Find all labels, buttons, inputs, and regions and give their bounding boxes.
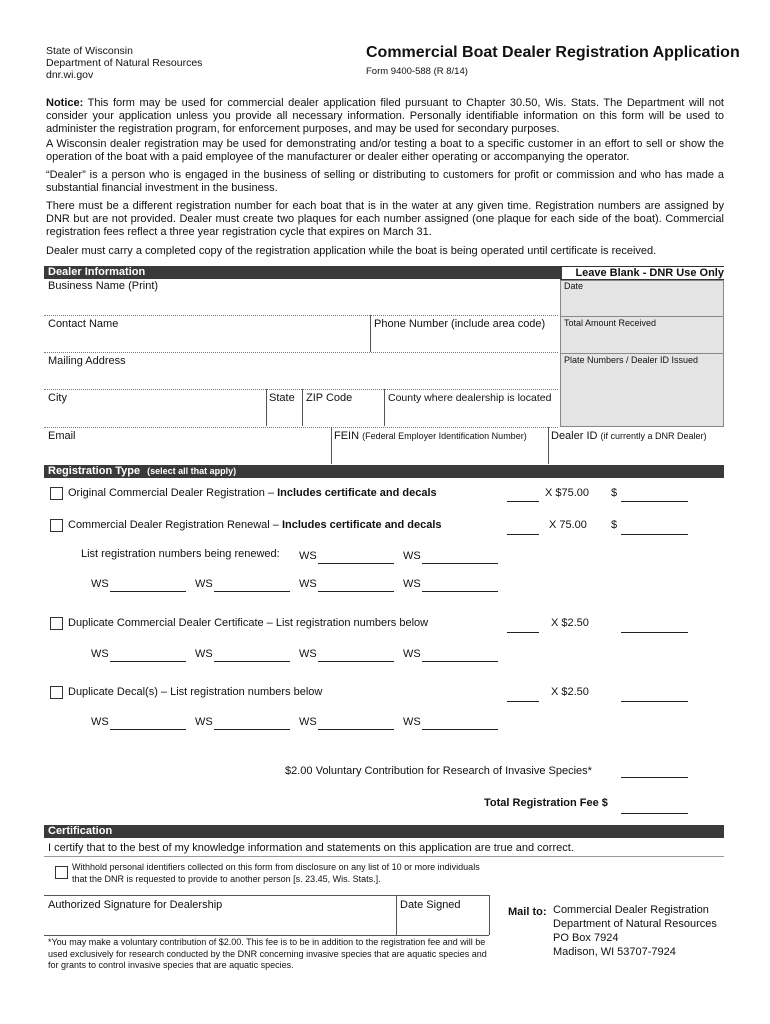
ws-prefix: WS [403,716,421,728]
county-label: County where dealership is located [388,392,552,404]
registration-type-note: (select all that apply) [147,466,237,476]
intro-paragraph-2: “Dealer” is a person who is engaged in the business of selling or distributing to customers for profit or commission and who has made a substantial financial investment in the business. [46,169,724,194]
notice-paragraph [46,97,724,136]
zip-label: ZIP Code [306,392,353,404]
date-signed-field[interactable] [398,913,488,933]
date-signed-label: Date Signed [400,899,461,911]
duplicate-decals-label: Duplicate Decal(s) – List registration numbers below [68,686,323,698]
business-name-label: Business Name (Print) [48,280,159,292]
original-dollar-sign: $ [611,487,618,499]
ws-number-field[interactable] [422,729,498,730]
mail-to-address [553,903,717,959]
ws-number-field[interactable] [214,591,290,592]
contribution-label: $2.00 Voluntary Contribution for Research of Invasive Species* [285,765,592,777]
ws-prefix: WS [91,648,109,660]
ws-number-field[interactable] [318,591,394,592]
duplicate-certificate-checkbox[interactable] [50,617,63,630]
renewal-dollar-sign: $ [611,519,618,531]
phone-field[interactable] [372,332,556,352]
ws-prefix: WS [403,550,421,562]
duplicate-decals-price: X $2.50 [551,686,589,698]
dnr-date-label: Date [564,281,584,291]
certification-header: Certification [44,825,724,838]
ws-prefix: WS [195,648,213,660]
withhold-identifiers-text: Withhold personal identifiers collected on this form from disclosure on any list of 10 or more individuals that the DNR is requested to provide to another person [s. 23.45, Wis. Stats.]. [72,862,480,884]
original-registration-bold: Includes certificate and decals [277,487,437,499]
fein-label-text: FEIN [334,430,360,442]
city-label: City [48,392,67,404]
ws-number-field[interactable] [318,729,394,730]
original-amount-field[interactable] [621,501,688,502]
email-label: Email [48,430,76,442]
renewal-price: X 75.00 [549,519,587,531]
fein-field[interactable] [332,444,546,464]
certify-statement: I certify that to the best of my knowledge information and statements on this application are true and correct. [48,842,574,854]
contribution-amount-field[interactable] [621,777,688,778]
fein-note: (Federal Employer Identification Number) [362,431,527,441]
ws-number-field[interactable] [422,591,498,592]
registration-type-title: Registration Type [48,465,141,477]
duplicate-decals-qty-field[interactable] [507,701,539,702]
total-fee-label: Total Registration Fee $ [484,797,608,809]
ws-number-field[interactable] [110,729,186,730]
form-number: Form 9400-588 (R 8/14) [366,66,468,77]
original-registration-label [68,487,437,499]
mail-to-label: Mail to: [508,906,547,918]
ws-prefix: WS [299,550,317,562]
mail-to-line1: Commercial Dealer Registration [553,904,709,916]
agency-state: State of Wisconsin [46,45,133,57]
dealer-info-header: Dealer Information [44,266,562,279]
ws-number-field[interactable] [422,563,498,564]
renewal-registration-text: Commercial Dealer Registration Renewal – [68,519,282,531]
ws-prefix: WS [195,716,213,728]
ws-number-field[interactable] [318,661,394,662]
renewal-registration-label [68,519,442,531]
renewal-registration-bold: Includes certificate and decals [281,519,442,531]
ws-number-field[interactable] [318,563,394,564]
business-name-field[interactable] [44,294,556,314]
withhold-identifiers-checkbox[interactable] [55,866,68,879]
duplicate-certificate-amount-field[interactable] [621,632,688,633]
ws-number-field[interactable] [110,661,186,662]
ws-number-field[interactable] [214,661,290,662]
dnr-total-label: Total Amount Received [564,318,657,328]
duplicate-decals-amount-field[interactable] [621,701,688,702]
notice-text: This form may be used for commercial dealer application filed pursuant to Chapter 30.50, Wis. Stats. The Department will not consider your application unless you provide all necessary information. Personally identifiable information on this form will be used to administer the registration program, for enforcement purposes, and may be used for secondary purposes. [46,97,724,135]
signature-field[interactable] [44,913,394,933]
ws-prefix: WS [403,578,421,590]
ws-prefix: WS [299,648,317,660]
form-title: Commercial Boat Dealer Registration Application [366,44,740,61]
duplicate-decals-checkbox[interactable] [50,686,63,699]
ws-prefix: WS [91,578,109,590]
dnr-use-header: Leave Blank - DNR Use Only [560,266,724,280]
city-field[interactable] [44,406,264,426]
county-field[interactable] [385,406,556,426]
renewal-amount-field[interactable] [621,534,688,535]
dealer-id-note: (if currently a DNR Dealer) [600,431,707,441]
mail-to-line4: Madison, WI 53707-7924 [553,946,676,958]
dealer-id-label [551,430,707,442]
contact-name-field[interactable] [44,332,368,352]
contact-name-label: Contact Name [48,318,119,330]
total-fee-field[interactable] [621,813,688,814]
agency-block [46,45,202,81]
ws-prefix: WS [91,716,109,728]
original-qty-field[interactable] [507,501,539,502]
agency-department: Department of Natural Resources [46,57,203,69]
renewal-list-label: List registration numbers being renewed: [81,548,280,560]
email-field[interactable] [44,444,328,464]
ws-number-field[interactable] [422,661,498,662]
ws-number-field[interactable] [214,729,290,730]
renewal-registration-checkbox[interactable] [50,519,63,532]
renewal-qty-field[interactable] [507,534,539,535]
ws-prefix: WS [195,578,213,590]
intro-paragraph-4: Dealer must carry a completed copy of the registration application while the boat is being operated until certificate is received. [46,245,657,257]
dealer-id-field[interactable] [549,444,724,464]
agency-website: dnr.wi.gov [46,69,94,81]
mail-to-line3: PO Box 7924 [553,932,619,944]
phone-label: Phone Number (include area code) [374,318,546,330]
intro-paragraph-3: There must be a different registration number for each boat that is in the water at any given time. Registration numbers are assigned by DNR but are not provided. Dealer must create two plaques for each number assigned (one plaque for each side of the boat). Commercial registration fees reflect a three year registration cycle that expires on March 31. [46,200,724,238]
ws-prefix: WS [299,578,317,590]
duplicate-certificate-label: Duplicate Commercial Dealer Certificate – List registration numbers below [68,617,429,629]
signature-label: Authorized Signature for Dealership [48,899,223,911]
ws-prefix: WS [299,716,317,728]
state-field[interactable] [267,406,301,426]
state-label: State [269,392,295,404]
dealer-id-label-text: Dealer ID [551,430,598,442]
mailing-address-label: Mailing Address [48,355,126,367]
duplicate-certificate-qty-field[interactable] [507,632,539,633]
intro-paragraph-1: A Wisconsin dealer registration may be used for demonstrating and/or testing a boat to a specific customer in an effort to sell or show the operation of the boat with a paid employee of the manufacturer or dealer either operating or accompanying the operator. [46,138,724,163]
duplicate-certificate-price: X $2.50 [551,617,589,629]
original-registration-text: Original Commercial Dealer Registration – [68,487,278,499]
notice-label: Notice: [46,97,84,109]
mail-to-line2: Department of Natural Resources [553,918,717,930]
ws-number-field[interactable] [110,591,186,592]
dnr-plates-label: Plate Numbers / Dealer ID Issued [564,355,699,365]
registration-type-header [44,465,724,478]
contribution-footnote: *You may make a voluntary contribution of $2.00. This fee is to be in addition to the registration fee and will be used exclusively for research conducted by the DNR concerning invasive species that are aquatic species and for grants to control invasive species that are aquatic species. [48,937,487,970]
original-price: X $75.00 [545,487,590,499]
zip-field[interactable] [303,406,383,426]
ws-prefix: WS [403,648,421,660]
original-registration-checkbox[interactable] [50,487,63,500]
fein-label [334,430,527,442]
mailing-address-field[interactable] [44,369,556,389]
